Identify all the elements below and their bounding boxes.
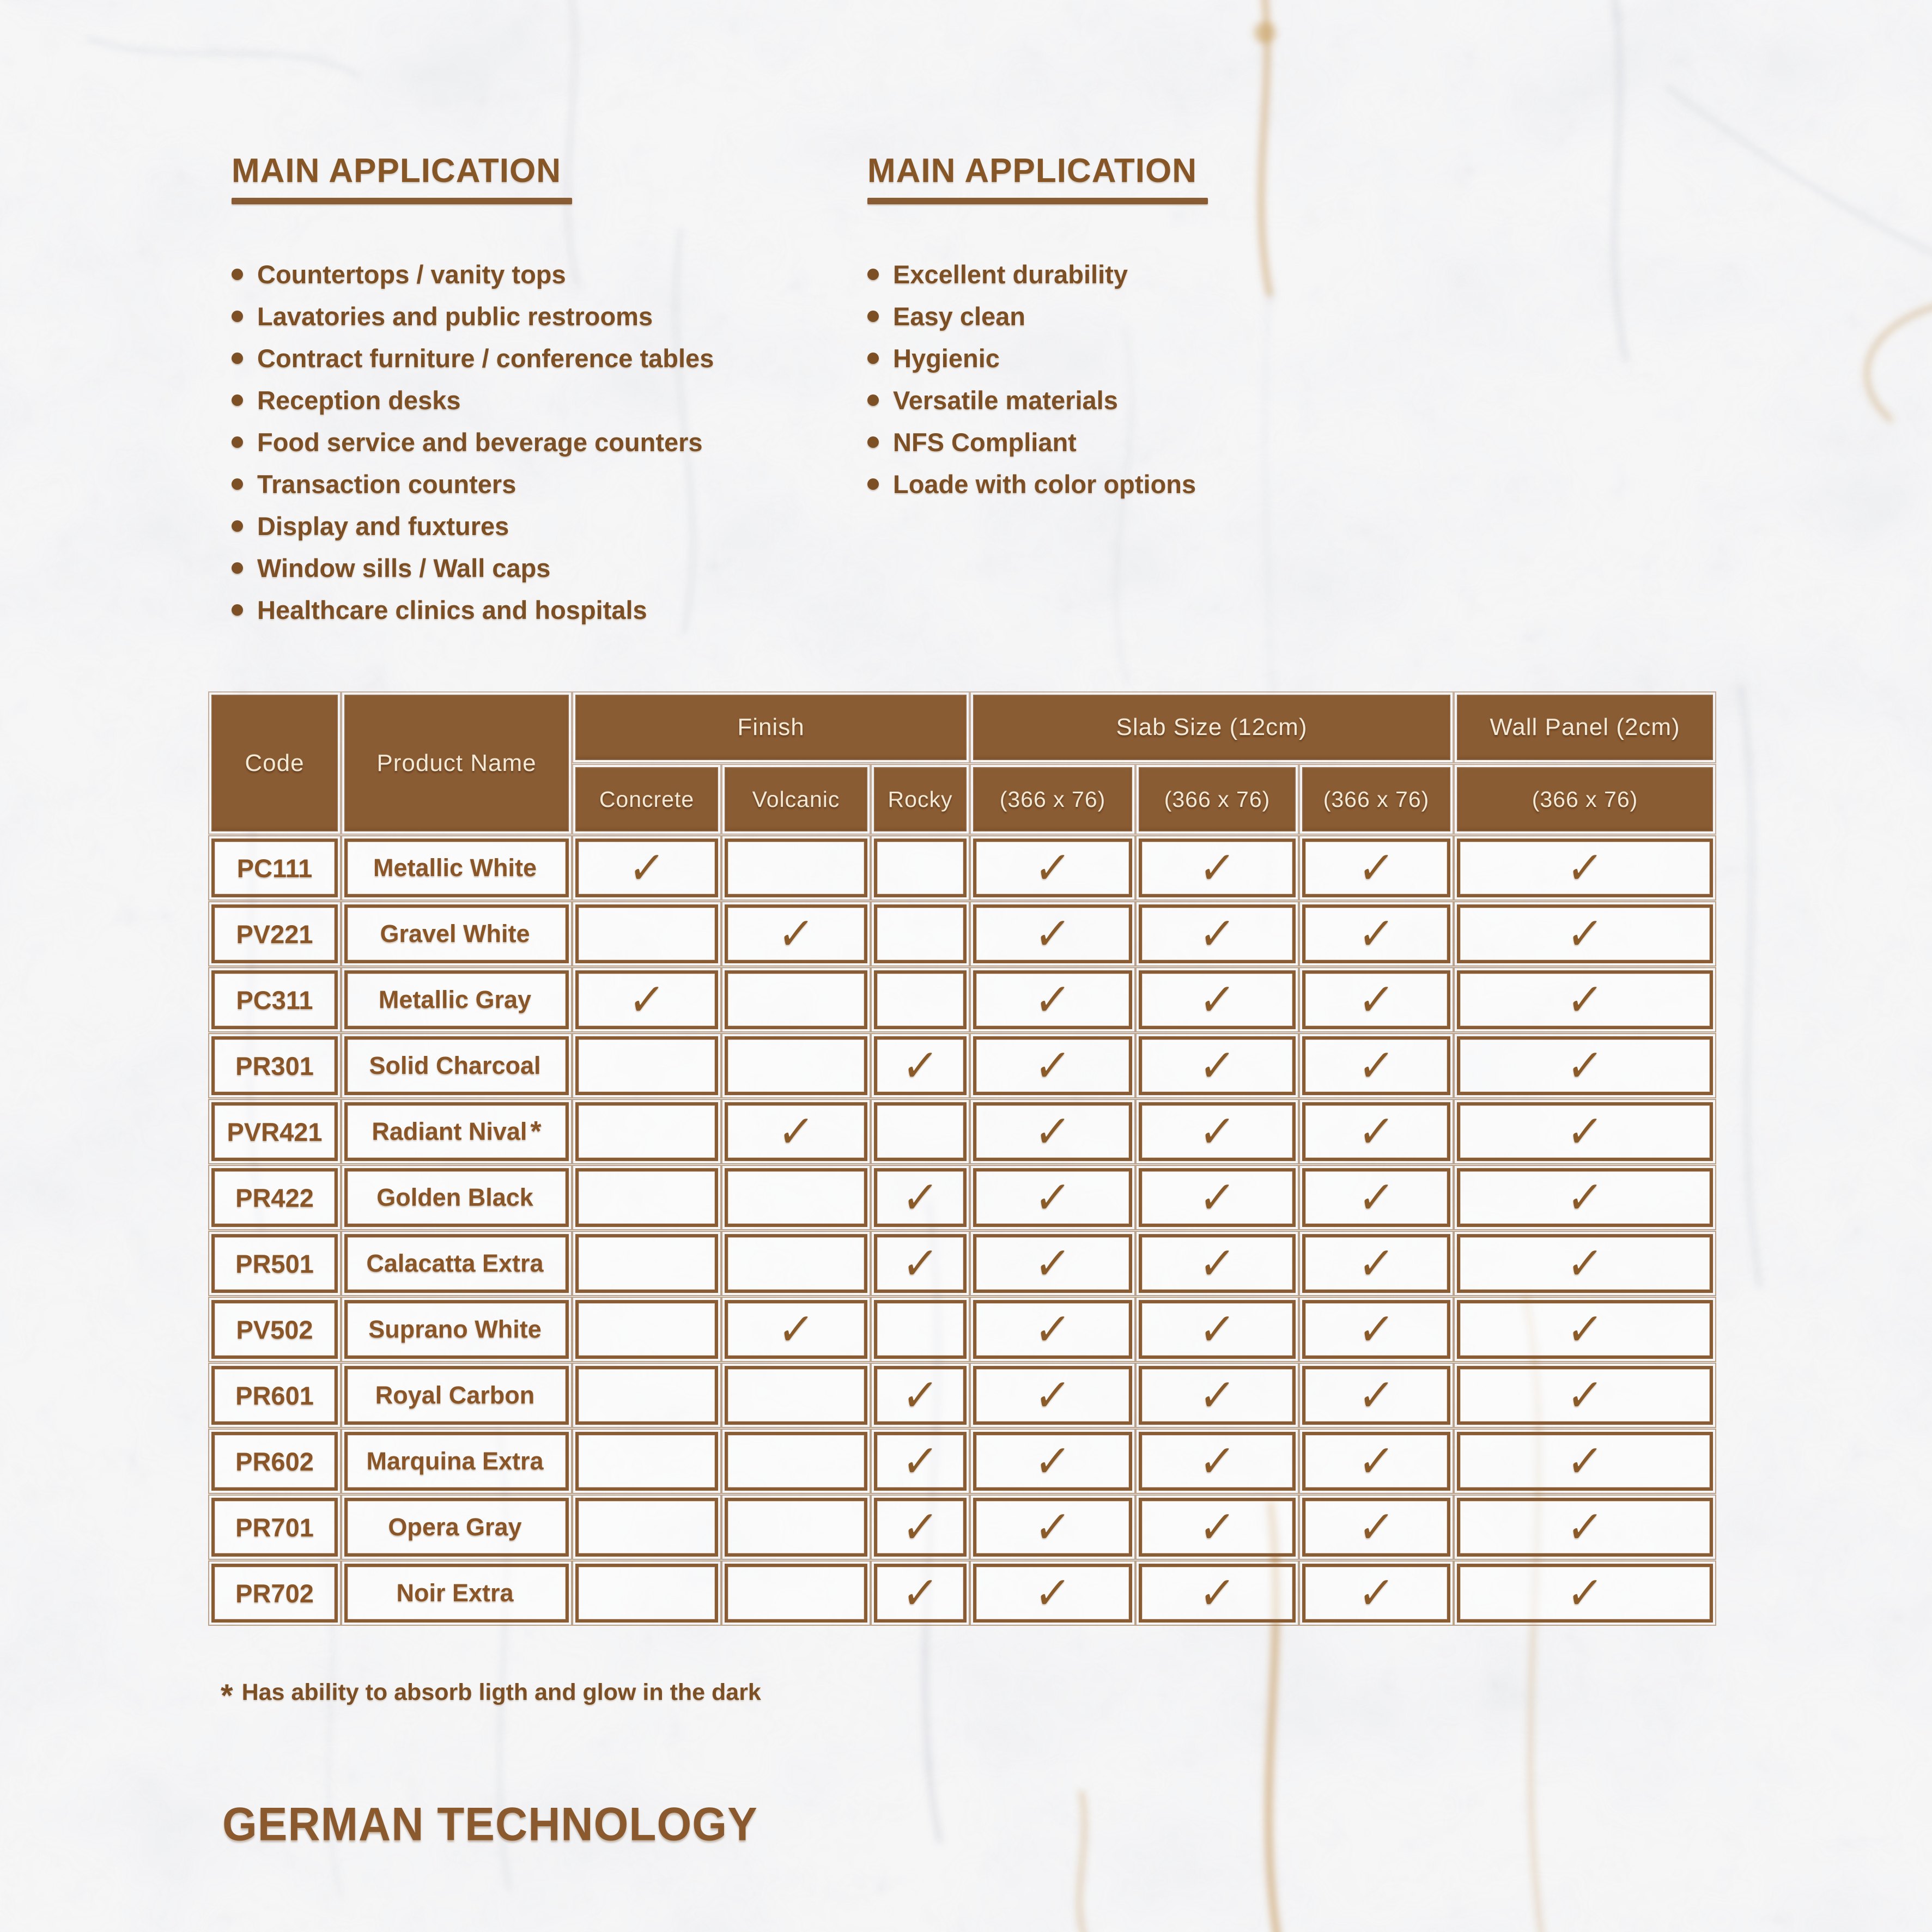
check-cell <box>575 1498 718 1557</box>
applications-list <box>232 253 864 631</box>
checkmark-icon: ✓ <box>1356 1500 1397 1553</box>
check-cell <box>1457 1036 1713 1095</box>
bullet-icon <box>867 353 879 364</box>
header-finish-volcanic: Volcanic <box>725 767 867 831</box>
list-item <box>232 505 864 547</box>
header-code: Code <box>211 695 338 831</box>
check-cell <box>1302 970 1450 1029</box>
checkmark-icon: ✓ <box>1196 1303 1238 1356</box>
header-slab-dim-2: (366 x 76) <box>1139 767 1296 831</box>
check-cell <box>1457 1234 1713 1293</box>
row-code: PV221 <box>211 904 338 963</box>
checkmark-icon: ✓ <box>1564 1566 1606 1619</box>
check-cell <box>874 1036 967 1095</box>
check-cell <box>1302 1564 1450 1623</box>
checkmark-icon: ✓ <box>775 1303 817 1356</box>
row-name <box>344 1432 569 1491</box>
product-name-label: Opera Gray <box>388 1513 522 1541</box>
checkmark-icon: ✓ <box>1564 1500 1606 1553</box>
check-cell <box>1302 1498 1450 1557</box>
checkmark-icon: ✓ <box>1564 1303 1606 1356</box>
checkmark-icon: ✓ <box>1032 1303 1073 1356</box>
header-wall-dim: (366 x 76) <box>1457 767 1713 831</box>
bullet-icon <box>232 394 243 406</box>
bullet-icon <box>232 353 243 364</box>
heading-underline <box>232 198 572 204</box>
list-item-label: Excellent durability <box>893 260 1128 289</box>
checkmark-icon: ✓ <box>1356 1237 1397 1290</box>
list-item <box>232 589 864 631</box>
list-item <box>232 379 864 421</box>
applications-section <box>232 154 864 631</box>
check-cell <box>1302 1168 1450 1227</box>
check-cell <box>575 1564 718 1623</box>
check-cell <box>575 1366 718 1425</box>
checkmark-icon: ✓ <box>1032 1105 1073 1158</box>
list-item <box>867 337 1494 379</box>
checkmark-icon: ✓ <box>1032 1566 1073 1619</box>
check-cell <box>1457 1432 1713 1491</box>
checkmark-icon: ✓ <box>1356 973 1397 1026</box>
product-name-label: Metallic White <box>373 854 537 882</box>
check-cell <box>973 970 1132 1029</box>
check-cell <box>575 1102 718 1161</box>
check-cell <box>1457 1498 1713 1557</box>
checkmark-icon: ✓ <box>626 973 667 1026</box>
section-title: MAIN APPLICATION <box>232 152 561 190</box>
heading-underline <box>867 198 1208 204</box>
product-name-label: Calacatta Extra <box>366 1249 544 1277</box>
check-cell <box>1302 839 1450 897</box>
row-code: PR422 <box>211 1168 338 1227</box>
row-code: PVR421 <box>211 1102 338 1161</box>
checkmark-icon: ✓ <box>1032 1039 1073 1092</box>
check-cell <box>725 970 867 1029</box>
bullet-icon <box>232 311 243 322</box>
check-cell <box>1457 1300 1713 1359</box>
check-cell <box>874 1366 967 1425</box>
row-code: PV502 <box>211 1300 338 1359</box>
list-item <box>232 463 864 505</box>
checkmark-icon: ✓ <box>1196 1237 1238 1290</box>
checkmark-icon: ✓ <box>1032 907 1073 960</box>
row-code: PR301 <box>211 1036 338 1095</box>
list-item <box>867 295 1494 337</box>
checkmark-icon: ✓ <box>1564 973 1606 1026</box>
check-cell <box>1139 1300 1296 1359</box>
list-item-label: Contract furniture / conference tables <box>257 344 714 373</box>
check-cell <box>725 839 867 897</box>
check-cell <box>973 904 1132 963</box>
checkmark-icon: ✓ <box>1032 1500 1073 1553</box>
check-cell <box>1457 1564 1713 1623</box>
check-cell <box>1139 1432 1296 1491</box>
checkmark-icon: ✓ <box>1196 1500 1238 1553</box>
check-cell <box>1302 904 1450 963</box>
check-cell <box>973 1300 1132 1359</box>
checkmark-icon: ✓ <box>775 907 817 960</box>
checkmark-icon: ✓ <box>1564 1171 1606 1224</box>
checkmark-icon: ✓ <box>1196 907 1238 960</box>
check-cell <box>973 1366 1132 1425</box>
footer-title: GERMAN TECHNOLOGY <box>222 1799 758 1851</box>
checkmark-icon: ✓ <box>1032 973 1073 1026</box>
check-cell <box>1139 1234 1296 1293</box>
checkmark-icon: ✓ <box>900 1566 941 1619</box>
row-code: PC311 <box>211 970 338 1029</box>
check-cell <box>725 1498 867 1557</box>
check-cell <box>1302 1234 1450 1293</box>
header-finish-rocky: Rocky <box>874 767 967 831</box>
check-cell <box>1139 839 1296 897</box>
section-title: MAIN APPLICATION <box>867 152 1197 190</box>
checkmark-icon: ✓ <box>900 1039 941 1092</box>
check-cell <box>575 1234 718 1293</box>
product-name-label: Golden Black <box>376 1183 533 1211</box>
list-item-label: Lavatories and public restrooms <box>257 302 653 331</box>
bullet-icon <box>867 311 879 322</box>
check-cell <box>1139 1498 1296 1557</box>
check-cell <box>874 970 967 1029</box>
bullet-icon <box>232 520 243 532</box>
check-cell <box>1139 1366 1296 1425</box>
check-cell <box>1302 1036 1450 1095</box>
checkmark-icon: ✓ <box>1032 841 1073 894</box>
features-list <box>867 253 1494 505</box>
row-code: PC111 <box>211 839 338 897</box>
checkmark-icon: ✓ <box>1564 1039 1606 1092</box>
check-cell <box>575 970 718 1029</box>
check-cell <box>725 1168 867 1227</box>
row-name <box>344 1036 569 1095</box>
check-cell <box>575 1432 718 1491</box>
checkmark-icon: ✓ <box>1196 973 1238 1026</box>
checkmark-icon: ✓ <box>900 1237 941 1290</box>
check-cell <box>1302 1432 1450 1491</box>
list-item-label: Loade with color options <box>893 470 1196 499</box>
header-wall-group: Wall Panel (2cm) <box>1457 695 1713 760</box>
check-cell <box>725 1564 867 1623</box>
row-name <box>344 1234 569 1293</box>
row-name: Radiant Nival * <box>344 1102 569 1161</box>
footnote: * Has ability to absorb ligth and glow in the dark <box>221 1678 761 1714</box>
checkmark-icon: ✓ <box>1196 1435 1238 1487</box>
checkmark-icon: ✓ <box>1196 1369 1238 1421</box>
row-name <box>344 1366 569 1425</box>
check-cell <box>1457 1168 1713 1227</box>
product-name-label: Gravel White <box>380 920 530 947</box>
checkmark-icon: ✓ <box>1032 1369 1073 1421</box>
checkmark-icon: ✓ <box>1356 1303 1397 1356</box>
list-item-label: Versatile materials <box>893 386 1118 415</box>
list-item <box>232 547 864 589</box>
check-cell <box>973 839 1132 897</box>
list-item <box>867 421 1494 463</box>
checkmark-icon: ✓ <box>1196 1039 1238 1092</box>
check-cell <box>874 1432 967 1491</box>
bullet-icon <box>232 562 243 574</box>
check-cell <box>725 1300 867 1359</box>
bullet-icon <box>232 604 243 616</box>
check-cell <box>874 1234 967 1293</box>
checkmark-icon: ✓ <box>900 1435 941 1487</box>
list-item-label: NFS Compliant <box>893 428 1077 457</box>
header-finish-group: Finish <box>575 695 967 760</box>
row-code: PR702 <box>211 1564 338 1623</box>
check-cell <box>973 1498 1132 1557</box>
header-slab-dim-1: (366 x 76) <box>973 767 1132 831</box>
check-cell <box>575 1036 718 1095</box>
header-slab-dim-3: (366 x 76) <box>1302 767 1450 831</box>
check-cell <box>575 839 718 897</box>
row-name <box>344 970 569 1029</box>
check-cell <box>725 904 867 963</box>
header-slab-group: Slab Size (12cm) <box>973 695 1450 760</box>
check-cell <box>725 1366 867 1425</box>
checkmark-icon: ✓ <box>1032 1171 1073 1224</box>
checkmark-icon: ✓ <box>1564 1435 1606 1487</box>
checkmark-icon: ✓ <box>1356 907 1397 960</box>
check-cell <box>1457 904 1713 963</box>
list-item-label: Transaction counters <box>257 470 517 499</box>
check-cell <box>1139 1036 1296 1095</box>
product-name-label: Solid Charcoal <box>369 1052 541 1079</box>
checkmark-icon: ✓ <box>1032 1435 1073 1487</box>
check-cell <box>874 1300 967 1359</box>
check-cell <box>1139 1168 1296 1227</box>
list-item-label: Hygienic <box>893 344 1000 373</box>
bullet-icon <box>232 269 243 280</box>
bullet-icon <box>867 436 879 448</box>
checkmark-icon: ✓ <box>1196 1566 1238 1619</box>
row-name <box>344 1300 569 1359</box>
check-cell <box>874 1498 967 1557</box>
check-cell <box>874 1102 967 1161</box>
checkmark-icon: ✓ <box>1356 1566 1397 1619</box>
list-item <box>867 253 1494 295</box>
check-cell <box>973 1036 1132 1095</box>
check-cell <box>1139 1564 1296 1623</box>
checkmark-icon: ✓ <box>1196 1105 1238 1158</box>
product-table <box>211 695 1713 1623</box>
checkmark-icon: ✓ <box>900 1500 941 1553</box>
list-item <box>867 463 1494 505</box>
header-product-name: Product Name <box>344 695 569 831</box>
checkmark-icon: ✓ <box>1564 1237 1606 1290</box>
check-cell <box>1139 970 1296 1029</box>
row-name <box>344 1564 569 1623</box>
check-cell <box>973 1432 1132 1491</box>
checkmark-icon: ✓ <box>1196 1171 1238 1224</box>
bullet-icon <box>867 269 879 280</box>
check-cell <box>725 1036 867 1095</box>
check-cell <box>973 1234 1132 1293</box>
bullet-icon <box>867 478 879 490</box>
product-name-label: Royal Carbon <box>375 1381 535 1409</box>
row-code: PR602 <box>211 1432 338 1491</box>
check-cell <box>973 1102 1132 1161</box>
check-cell <box>874 1168 967 1227</box>
product-name-label: Suprano White <box>368 1315 542 1343</box>
row-name <box>344 839 569 897</box>
row-name <box>344 1168 569 1227</box>
list-item-label: Healthcare clinics and hospitals <box>257 596 647 624</box>
check-cell <box>1139 904 1296 963</box>
check-cell <box>1302 1366 1450 1425</box>
check-cell <box>575 1300 718 1359</box>
list-item <box>232 253 864 295</box>
checkmark-icon: ✓ <box>900 1369 941 1421</box>
check-cell <box>1302 1300 1450 1359</box>
check-cell <box>1457 839 1713 897</box>
checkmark-icon: ✓ <box>775 1105 817 1158</box>
checkmark-icon: ✓ <box>1356 1039 1397 1092</box>
checkmark-icon: ✓ <box>1356 1369 1397 1421</box>
checkmark-icon: ✓ <box>1356 1105 1397 1158</box>
bullet-icon <box>867 394 879 406</box>
checkmark-icon: ✓ <box>1356 1171 1397 1224</box>
check-cell <box>874 839 967 897</box>
product-name-label: Radiant Nival <box>372 1117 527 1145</box>
checkmark-icon: ✓ <box>1356 1435 1397 1487</box>
check-cell <box>973 1168 1132 1227</box>
product-name-label: Metallic Gray <box>378 986 532 1013</box>
checkmark-icon: ✓ <box>1356 841 1397 894</box>
checkmark-icon: ✓ <box>626 841 667 894</box>
check-cell <box>874 1564 967 1623</box>
header-finish-concrete: Concrete <box>575 767 718 831</box>
check-cell <box>725 1432 867 1491</box>
check-cell <box>725 1234 867 1293</box>
checkmark-icon: ✓ <box>1196 841 1238 894</box>
row-code: PR501 <box>211 1234 338 1293</box>
list-item <box>232 337 864 379</box>
bullet-icon <box>232 436 243 448</box>
row-code: PR701 <box>211 1498 338 1557</box>
footnote-text: Has ability to absorb ligth and glow in the dark <box>241 1679 761 1705</box>
list-item-label: Easy clean <box>893 302 1026 331</box>
check-cell <box>1302 1102 1450 1161</box>
check-cell <box>725 1102 867 1161</box>
list-item <box>232 295 864 337</box>
product-name-label: Marquina Extra <box>366 1447 544 1475</box>
checkmark-icon: ✓ <box>1564 1369 1606 1421</box>
row-code: PR601 <box>211 1366 338 1425</box>
check-cell <box>1457 1102 1713 1161</box>
check-cell <box>575 904 718 963</box>
list-item-label: Reception desks <box>257 386 461 415</box>
product-name-label: Noir Extra <box>396 1579 514 1607</box>
bullet-icon <box>232 478 243 490</box>
checkmark-icon: ✓ <box>1564 841 1606 894</box>
row-name <box>344 904 569 963</box>
check-cell <box>575 1168 718 1227</box>
checkmark-icon: ✓ <box>1564 907 1606 960</box>
features-section <box>867 154 1494 505</box>
list-item-label: Window sills / Wall caps <box>257 554 551 582</box>
check-cell <box>1139 1102 1296 1161</box>
checkmark-icon: ✓ <box>1564 1105 1606 1158</box>
list-item-label: Display and fuxtures <box>257 512 509 540</box>
check-cell <box>874 904 967 963</box>
list-item-label: Countertops / vanity tops <box>257 260 566 289</box>
list-item <box>867 379 1494 421</box>
checkmark-icon: ✓ <box>900 1171 941 1224</box>
list-item <box>232 421 864 463</box>
list-item-label: Food service and beverage counters <box>257 428 703 457</box>
check-cell <box>973 1564 1132 1623</box>
check-cell <box>1457 1366 1713 1425</box>
check-cell <box>1457 970 1713 1029</box>
row-name <box>344 1498 569 1557</box>
checkmark-icon: ✓ <box>1032 1237 1073 1290</box>
